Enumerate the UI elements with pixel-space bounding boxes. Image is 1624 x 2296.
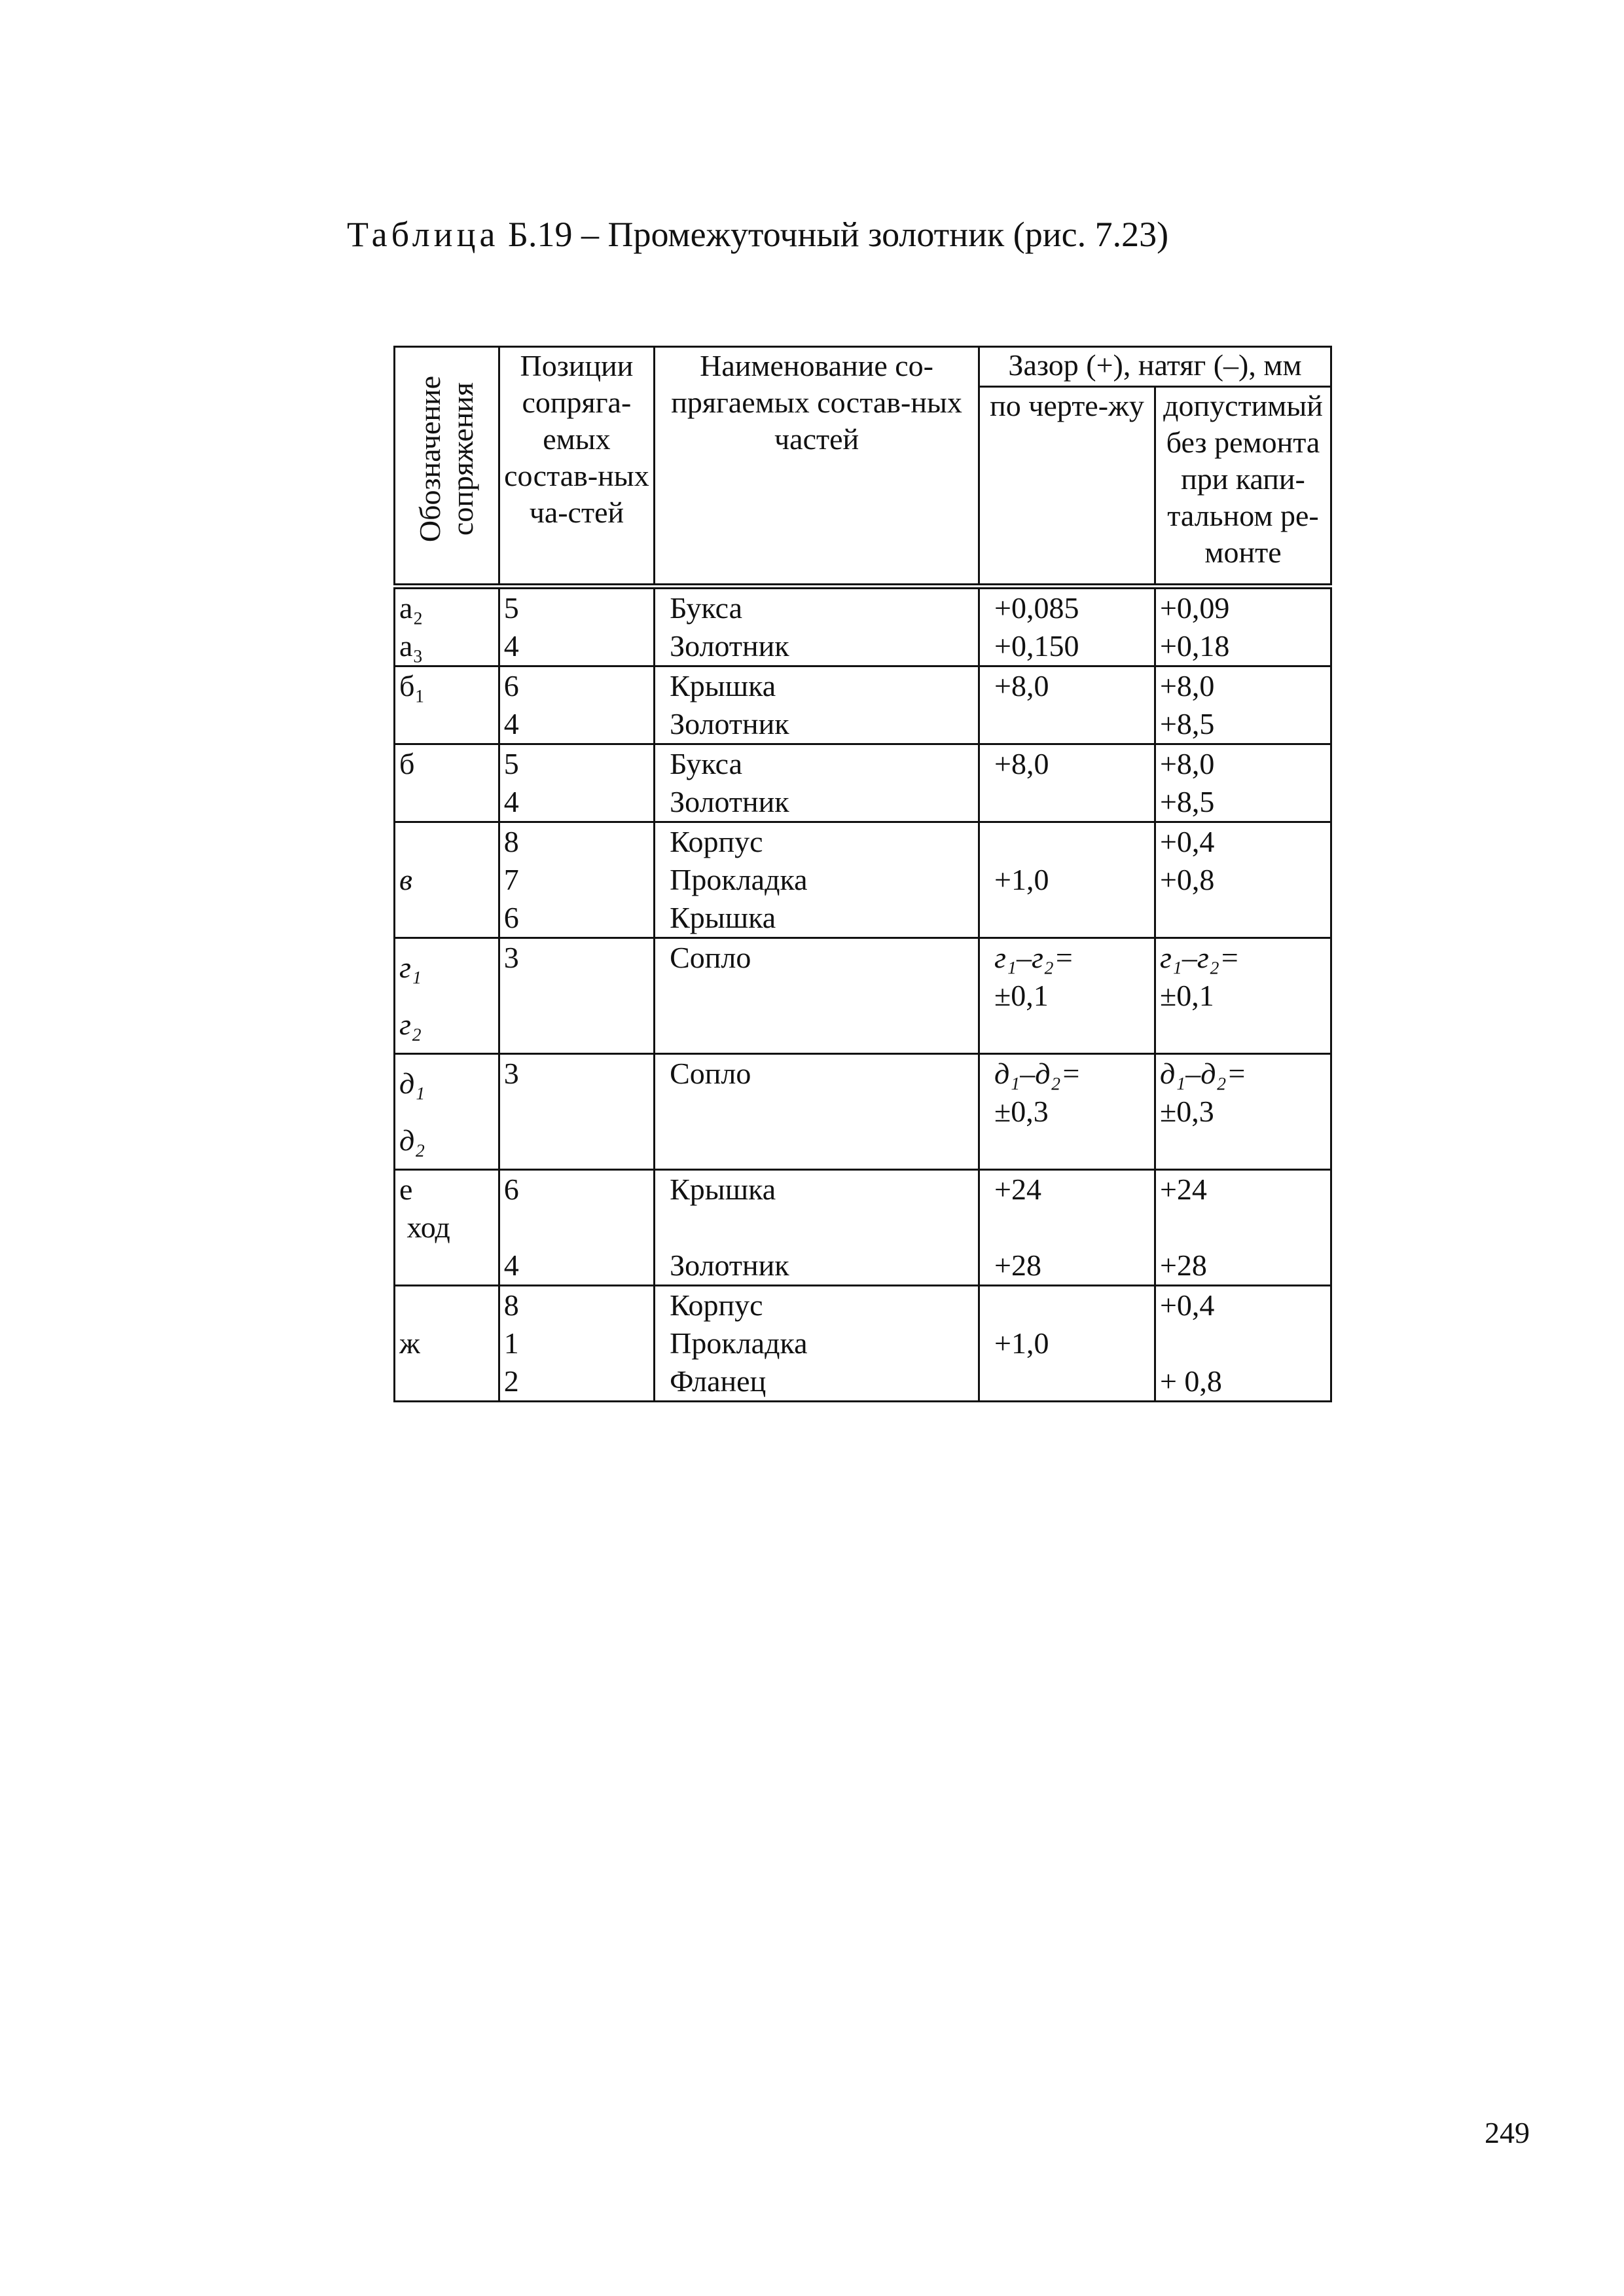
- cell-positions: [499, 666, 654, 744]
- cell-line: ход: [399, 1211, 450, 1244]
- cell-line: 3: [503, 1057, 519, 1090]
- cell-line: [399, 783, 494, 821]
- cell-line: [1160, 1131, 1326, 1169]
- cell-line: [670, 1093, 974, 1131]
- cell-line: д₁–д₂=: [994, 1057, 1081, 1090]
- cell-line: г₁: [399, 951, 422, 984]
- cell-positions: [499, 1170, 654, 1286]
- cell-line: +8,5: [1159, 785, 1215, 818]
- cell-line: [994, 705, 1150, 743]
- table-row: [395, 822, 1331, 938]
- cell-names: [655, 744, 979, 822]
- cell-line: 7: [503, 863, 519, 896]
- cell-allowed: [1155, 587, 1331, 666]
- cell-line: Фланец: [670, 1364, 767, 1398]
- cell-names: [655, 822, 979, 938]
- cell-line: [399, 1362, 494, 1400]
- cell-line: Сопло: [670, 941, 751, 974]
- cell-line: [399, 1247, 494, 1285]
- cell-line: г₂: [399, 1008, 422, 1041]
- cell-positions: [499, 822, 654, 938]
- cell-line: +8,0: [1159, 747, 1215, 780]
- cell-line: 5: [503, 591, 519, 625]
- cell-positions: [499, 938, 654, 1054]
- cell-line: [994, 1286, 1150, 1324]
- cell-line: [399, 1286, 494, 1324]
- table-title-label: Таблица: [347, 215, 499, 254]
- cell-designation: [395, 587, 499, 666]
- cell-line: Прокладка: [670, 1326, 808, 1360]
- cell-line: ±0,3: [994, 1095, 1049, 1128]
- cell-line: г₁–г₂=: [1159, 941, 1240, 974]
- cell-line: Корпус: [670, 825, 763, 858]
- cell-line: в: [399, 863, 412, 896]
- cell-line: [1160, 1209, 1326, 1247]
- cell-line: +0,09: [1159, 591, 1230, 625]
- cell-line: 6: [503, 1173, 519, 1206]
- cell-line: [399, 705, 494, 743]
- cell-line: [670, 1209, 974, 1247]
- cell-line: +24: [994, 1173, 1041, 1206]
- cell-line: [1160, 1015, 1326, 1053]
- cell-line: [504, 1131, 649, 1169]
- table-row: [395, 744, 1331, 822]
- cell-line: [399, 899, 494, 937]
- table-row: [395, 1170, 1331, 1286]
- cell-line: 6: [503, 669, 519, 702]
- cell-line: 4: [503, 785, 519, 818]
- cell-line: [1160, 899, 1326, 937]
- cell-line: +8,0: [994, 747, 1049, 780]
- cell-line: [994, 899, 1150, 937]
- cell-line: +1,0: [994, 863, 1049, 896]
- cell-line: +8,0: [994, 669, 1049, 702]
- cell-line: Крышка: [670, 901, 776, 934]
- cell-line: 6: [503, 901, 519, 934]
- cell-line: [670, 1015, 974, 1053]
- cell-line: ±0,1: [994, 979, 1049, 1012]
- cell-drawing: [979, 1170, 1155, 1286]
- table-row: [395, 1286, 1331, 1402]
- cell-line: [994, 1362, 1150, 1400]
- cell-line: Прокладка: [670, 863, 808, 896]
- cell-designation: [395, 666, 499, 744]
- cell-line: Сопло: [670, 1057, 751, 1090]
- cell-line: г₁–г₂=: [994, 941, 1074, 974]
- spec-table: [393, 346, 1332, 1402]
- cell-line: б: [399, 747, 415, 780]
- cell-line: + 0,8: [1159, 1364, 1222, 1398]
- cell-line: Букса: [670, 591, 742, 625]
- cell-line: +1,0: [994, 1326, 1049, 1360]
- cell-line: д₁–д₂=: [1159, 1057, 1247, 1090]
- cell-line: [994, 823, 1150, 861]
- cell-line: [1160, 1324, 1326, 1362]
- cell-line: +28: [994, 1248, 1041, 1282]
- cell-allowed: [1155, 1286, 1331, 1402]
- cell-line: Крышка: [670, 1173, 776, 1206]
- cell-names: [655, 666, 979, 744]
- cell-names: [655, 1286, 979, 1402]
- header-designation-text: Обозначение сопряжения: [413, 375, 480, 543]
- header-positions: Позиции сопряга-емых состав-ных ча-стей: [499, 347, 654, 587]
- cell-line: +0,4: [1159, 825, 1215, 858]
- cell-line: 8: [503, 825, 519, 858]
- cell-positions: [499, 1286, 654, 1402]
- header-clearance-group: Зазор (+), натяг (–), мм: [979, 347, 1331, 387]
- cell-line: ж: [399, 1326, 420, 1360]
- cell-allowed: [1155, 1170, 1331, 1286]
- cell-drawing: [979, 822, 1155, 938]
- cell-line: 5: [503, 747, 519, 780]
- cell-line: д₂: [399, 1123, 425, 1157]
- cell-line: +0,085: [994, 591, 1079, 625]
- cell-line: +24: [1159, 1173, 1207, 1206]
- cell-line: +0,4: [1159, 1288, 1215, 1322]
- cell-designation: [395, 1286, 499, 1402]
- cell-names: [655, 1170, 979, 1286]
- cell-line: +0,8: [1159, 863, 1215, 896]
- cell-line: 3: [503, 941, 519, 974]
- cell-drawing: [979, 1286, 1155, 1402]
- cell-line: [670, 1131, 974, 1169]
- cell-allowed: [1155, 1054, 1331, 1170]
- cell-line: Золотник: [670, 785, 789, 818]
- cell-line: Корпус: [670, 1288, 763, 1322]
- cell-line: [399, 823, 494, 861]
- table-row: [395, 938, 1331, 1054]
- table-row: [395, 587, 1331, 666]
- header-by-drawing: по черте-жу: [979, 387, 1155, 587]
- page-number: 249: [1485, 2116, 1530, 2149]
- cell-positions: [499, 1054, 654, 1170]
- cell-designation: [395, 744, 499, 822]
- cell-positions: [499, 587, 654, 666]
- table-title-text: Б.19 – Промежуточный золотник (рис. 7.23): [499, 215, 1169, 254]
- cell-designation: [395, 938, 499, 1054]
- cell-line: [994, 1209, 1150, 1247]
- cell-allowed: [1155, 938, 1331, 1054]
- cell-drawing: [979, 938, 1155, 1054]
- cell-line: е: [399, 1173, 413, 1206]
- cell-line: +8,5: [1159, 707, 1215, 740]
- cell-names: [655, 587, 979, 666]
- cell-designation: [395, 1170, 499, 1286]
- cell-designation: [395, 1054, 499, 1170]
- cell-line: 2: [503, 1364, 519, 1398]
- cell-drawing: [979, 587, 1155, 666]
- cell-line: +0,18: [1159, 629, 1230, 663]
- cell-line: +0,150: [994, 629, 1079, 663]
- cell-drawing: [979, 666, 1155, 744]
- header-name: Наименование со-прягаемых состав-ных частей: [655, 347, 979, 587]
- cell-line: Букса: [670, 747, 742, 780]
- cell-line: [504, 1015, 649, 1053]
- cell-line: +8,0: [1159, 669, 1215, 702]
- header-designation: [395, 347, 499, 587]
- cell-allowed: [1155, 666, 1331, 744]
- cell-allowed: [1155, 822, 1331, 938]
- cell-line: д₁: [399, 1066, 425, 1100]
- cell-line: ±0,3: [1159, 1095, 1214, 1128]
- table-title: [347, 208, 1168, 261]
- cell-line: 8: [503, 1288, 519, 1322]
- cell-line: ±0,1: [1159, 979, 1214, 1012]
- cell-line: 1: [503, 1326, 519, 1360]
- table-row: [395, 666, 1331, 744]
- cell-allowed: [1155, 744, 1331, 822]
- cell-drawing: [979, 744, 1155, 822]
- cell-positions: [499, 744, 654, 822]
- cell-line: 4: [503, 629, 519, 663]
- cell-line: Крышка: [670, 669, 776, 702]
- cell-line: [994, 783, 1150, 821]
- cell-line: 4: [503, 1248, 519, 1282]
- cell-line: [504, 1209, 649, 1247]
- cell-names: [655, 938, 979, 1054]
- cell-line: Золотник: [670, 707, 789, 740]
- cell-names: [655, 1054, 979, 1170]
- header-allowed: допустимый без ремонта при капи-тальном ре-монте: [1155, 387, 1331, 587]
- cell-line: Золотник: [670, 1248, 789, 1282]
- cell-drawing: [979, 1054, 1155, 1170]
- cell-line: б₁: [399, 669, 425, 702]
- cell-line: а₂: [399, 591, 424, 625]
- cell-line: [504, 1093, 649, 1131]
- cell-line: 4: [503, 707, 519, 740]
- cell-line: [670, 977, 974, 1015]
- cell-line: а₃: [399, 629, 424, 663]
- cell-line: [504, 977, 649, 1015]
- cell-line: Золотник: [670, 629, 789, 663]
- cell-line: [994, 1015, 1150, 1053]
- cell-designation: [395, 822, 499, 938]
- cell-line: [994, 1131, 1150, 1169]
- table-row: [395, 1054, 1331, 1170]
- cell-line: +28: [1159, 1248, 1207, 1282]
